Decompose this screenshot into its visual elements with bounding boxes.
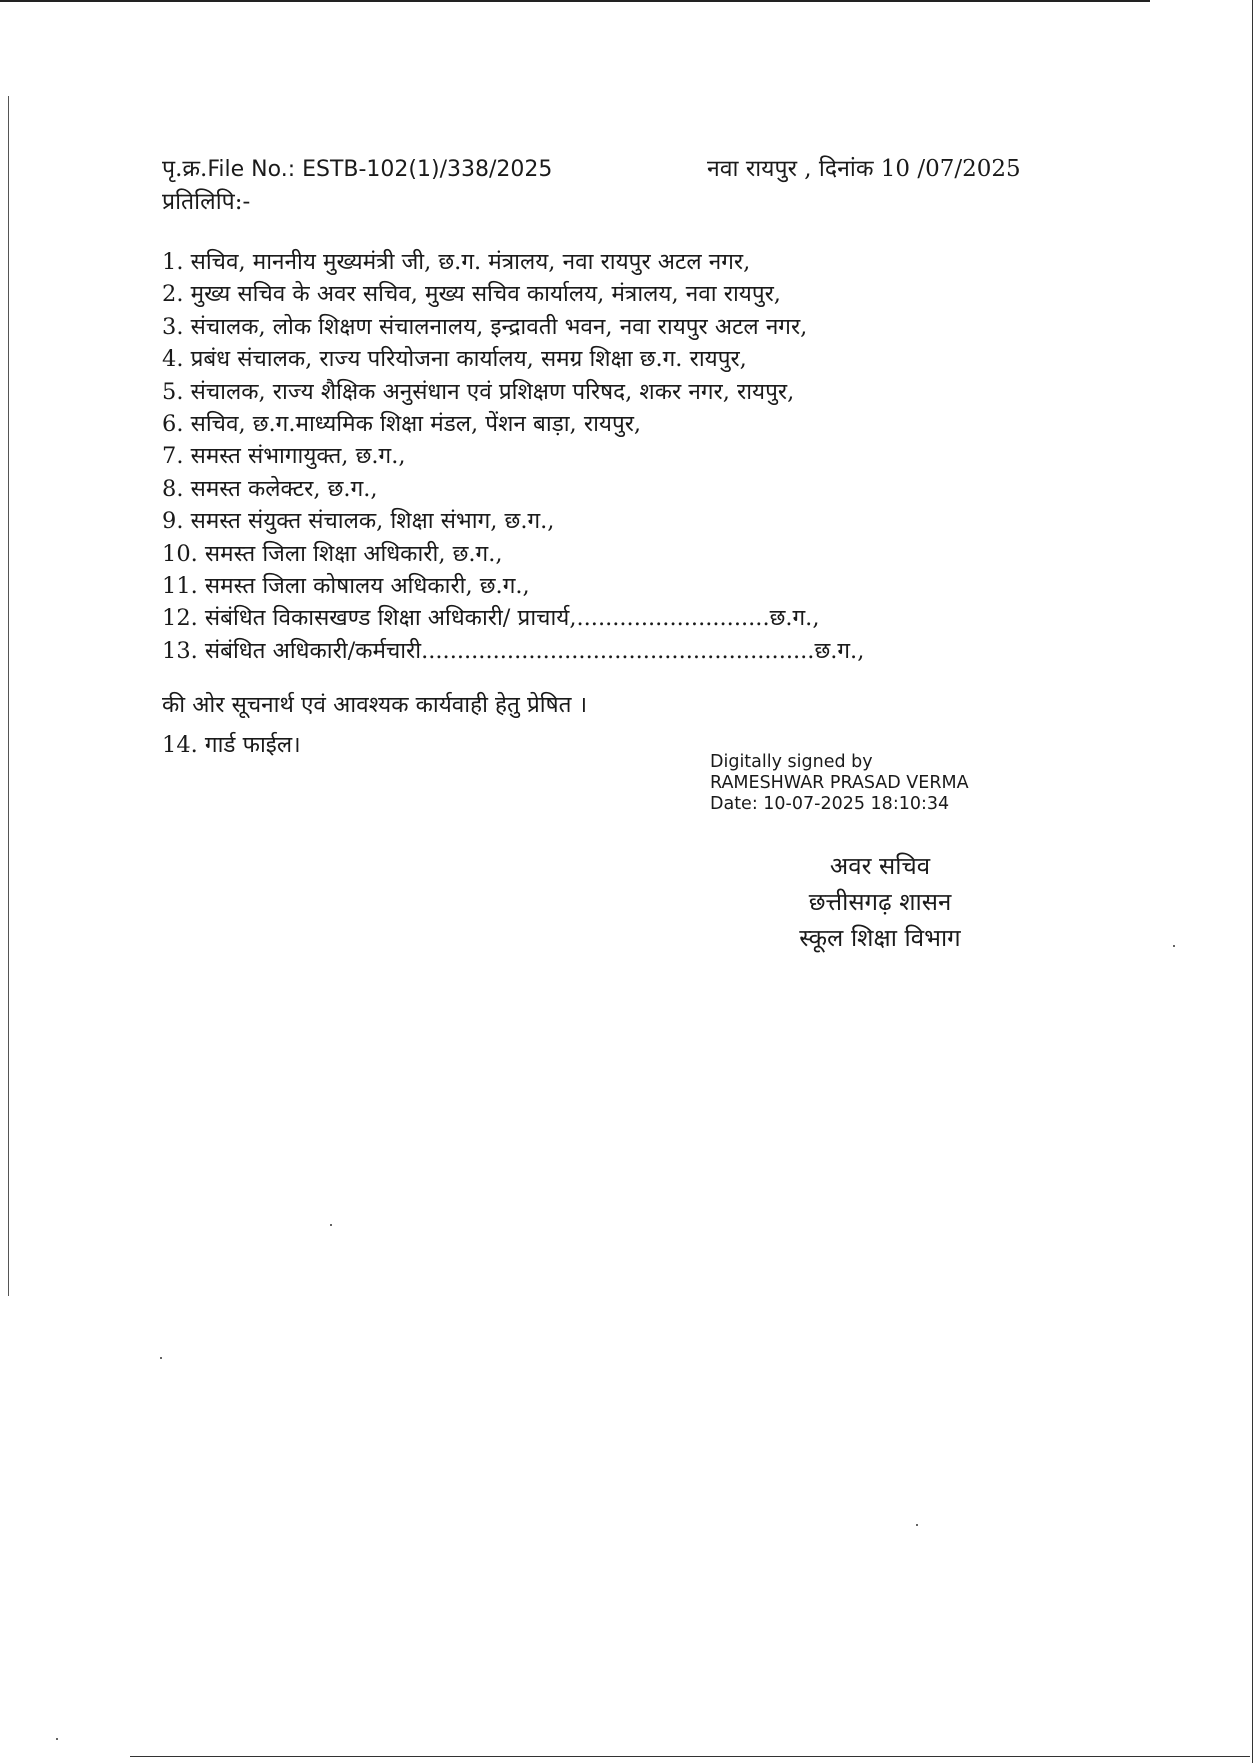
place-and-date: नवा रायपुर , दिनांक 10 /07/2025	[707, 156, 1021, 182]
recipient-item: 10. समस्त जिला शिक्षा अधिकारी, छ.ग.,	[162, 540, 503, 567]
recipient-item: 11. समस्त जिला कोषालय अधिकारी, छ.ग.,	[162, 573, 530, 600]
signature-line: Digitally signed by	[710, 752, 873, 772]
recipient-list	[162, 246, 864, 667]
guard-file-item: 14. गार्ड फाईल।	[162, 732, 301, 758]
recipient-item: 6. सचिव, छ.ग.माध्यमिक शिक्षा मंडल, पेंशन बाड़ा, रायपुर,	[162, 411, 642, 438]
recipient-item: 7. समस्त संभागायुक्त, छ.ग.,	[162, 443, 406, 470]
recipient-item: 9. समस्त संयुक्त संचालक, शिक्षा संभाग, छ.ग.,	[162, 508, 555, 535]
document-header	[162, 151, 1062, 185]
file-label-hindi: पृ.क्र.	[162, 156, 208, 182]
scan-edge-gap	[1150, 0, 1257, 3]
scan-edge-bottom	[130, 1756, 1250, 1757]
closing-line: की ओर सूचनार्थ एवं आवश्यक कार्यवाही हेतु प्रेषित ।	[162, 692, 588, 718]
scan-speck	[916, 1524, 918, 1526]
recipient-item: 8. समस्त कलेक्टर, छ.ग.,	[162, 475, 378, 502]
recipient-item: 3. संचालक, लोक शिक्षण संचालनालय, इन्द्रावती भवन, नवा रायपुर अटल नगर,	[162, 313, 808, 340]
recipient-item: 4. प्रबंध संचालक, राज्य परियोजना कार्यालय, समग्र शिक्षा छ.ग. रायपुर,	[162, 346, 747, 373]
designation-title: अवर सचिव	[829, 852, 931, 880]
recipient-item: 1. सचिव, माननीय मुख्यमंत्री जी, छ.ग. मंत्रालय, नवा रायपुर अटल नगर,	[162, 249, 751, 275]
designation-government: छत्तीसगढ़ शासन	[808, 888, 952, 916]
recipient-item: 13. संबंधित अधिकारी/कर्मचारी.......................................................छ.ग.,	[162, 637, 865, 664]
recipient-item: 12. संबंधित विकासखण्ड शिक्षा अधिकारी/ प्राचार्य,...........................छ.ग.,	[162, 605, 820, 632]
scan-edge-right	[1252, 0, 1253, 1763]
scan-speck	[56, 1738, 58, 1740]
scan-speck	[160, 1357, 162, 1359]
digital-signature-block	[710, 752, 969, 815]
signatory-name: RAMESHWAR PRASAD VERMA	[710, 773, 969, 793]
file-number	[162, 151, 552, 183]
signatory-designation	[760, 848, 1000, 956]
scan-speck	[330, 1224, 332, 1226]
file-label-english: File No.: ESTB-102(1)/338/2025	[207, 157, 553, 182]
designation-department: स्कूल शिक्षा विभाग	[799, 924, 961, 952]
copy-to-label: प्रतिलिपि:-	[162, 189, 251, 215]
scan-edge-top	[0, 0, 1257, 2]
scan-speck	[1173, 945, 1175, 947]
scan-edge-left	[8, 96, 9, 1296]
recipient-item: 2. मुख्य सचिव के अवर सचिव, मुख्य सचिव कार्यालय, मंत्रालय, नवा रायपुर,	[162, 281, 781, 308]
recipient-item: 5. संचालक, राज्य शैक्षिक अनुसंधान एवं प्रशिक्षण परिषद, शकर नगर, रायपुर,	[162, 378, 795, 405]
signature-date: Date: 10-07-2025 18:10:34	[710, 794, 950, 814]
